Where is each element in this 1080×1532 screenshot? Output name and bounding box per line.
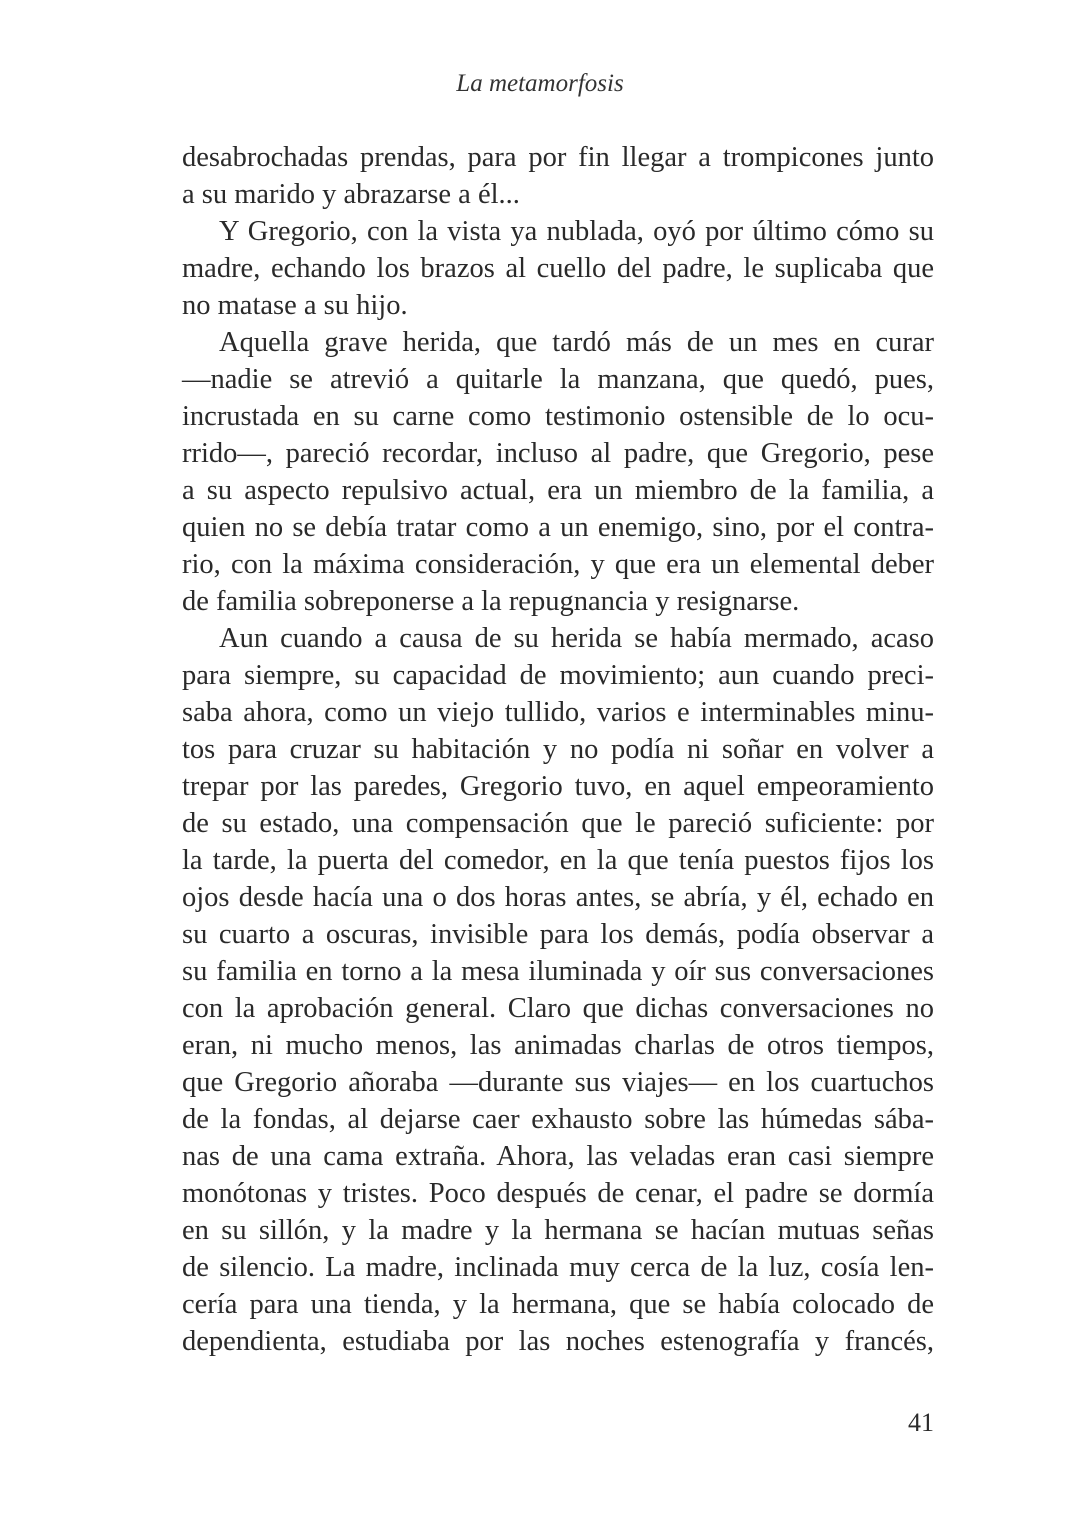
text-line: rio, con la máxima consideración, y que era un elemental deber <box>182 549 934 580</box>
text-line: saba ahora, como un viejo tullido, varios e interminables minu- <box>182 697 934 728</box>
text-line: Y Gregorio, con la vista ya nublada, oyó por último cómo su <box>219 216 934 247</box>
text-line: para siempre, su capacidad de movimiento; aun cuando preci- <box>182 660 934 691</box>
text-line: dependienta, estudiaba por las noches estenografía y francés, <box>182 1326 934 1357</box>
text-line: Aquella grave herida, que tardó más de un mes en curar <box>219 327 934 358</box>
text-line: de su estado, una compensación que le pareció suficiente: por <box>182 808 934 839</box>
text-line: en su sillón, y la madre y la hermana se hacían mutuas señas <box>182 1215 934 1246</box>
text-line: monótonas y tristes. Poco después de cenar, el padre se dormía <box>182 1178 934 1209</box>
text-line: nas de una cama extraña. Ahora, las veladas eran casi siempre <box>182 1141 934 1172</box>
text-line: a su aspecto repulsivo actual, era un miembro de la familia, a <box>182 475 934 506</box>
running-head-title: La metamorfosis <box>456 70 624 97</box>
text-line: madre, echando los brazos al cuello del padre, le suplicaba que <box>182 253 934 284</box>
text-line: su cuarto a oscuras, invisible para los demás, podía observar a <box>182 919 934 950</box>
text-line: quien no se debía tratar como a un enemigo, sino, por el contra- <box>182 512 934 543</box>
text-line: la tarde, la puerta del comedor, en la que tenía puestos fijos los <box>182 845 934 876</box>
text-line: incrustada en su carne como testimonio ostensible de lo ocu- <box>182 401 934 432</box>
text-line: ojos desde hacía una o dos horas antes, se abría, y él, echado en <box>182 882 934 913</box>
text-line: eran, ni mucho menos, las animadas charlas de otros tiempos, <box>182 1030 934 1061</box>
text-line: cería para una tienda, y la hermana, que se había colocado de <box>182 1289 934 1320</box>
text-line: Aun cuando a causa de su herida se había mermado, acaso <box>219 623 934 654</box>
text-line: de silencio. La madre, inclinada muy cerca de la luz, cosía len- <box>182 1252 934 1283</box>
text-line: que Gregorio añoraba —durante sus viajes— en los cuartuchos <box>182 1067 934 1098</box>
text-line: trepar por las paredes, Gregorio tuvo, en aquel empeoramiento <box>182 771 934 802</box>
text-line: a su marido y abrazarse a él... <box>182 179 520 210</box>
text-line: con la aprobación general. Claro que dichas conversaciones no <box>182 993 934 1024</box>
text-line: de familia sobreponerse a la repugnancia y resignarse. <box>182 586 800 617</box>
text-line: de la fondas, al dejarse caer exhausto sobre las húmedas sába- <box>182 1104 934 1135</box>
text-line: —nadie se atrevió a quitarle la manzana, que quedó, pues, <box>182 364 934 395</box>
text-line: no matase a su hijo. <box>182 290 408 321</box>
page-number: 41 <box>908 1408 934 1437</box>
text-line: tos para cruzar su habitación y no podía ni soñar en volver a <box>182 734 934 765</box>
body-text <box>182 139 934 1360</box>
text-line: su familia en torno a la mesa iluminada y oír sus conversaciones <box>182 956 934 987</box>
text-line: desabrochadas prendas, para por fin llegar a trompicones junto <box>182 142 934 173</box>
text-line: rrido—, pareció recordar, incluso al padre, que Gregorio, pese <box>182 438 934 469</box>
